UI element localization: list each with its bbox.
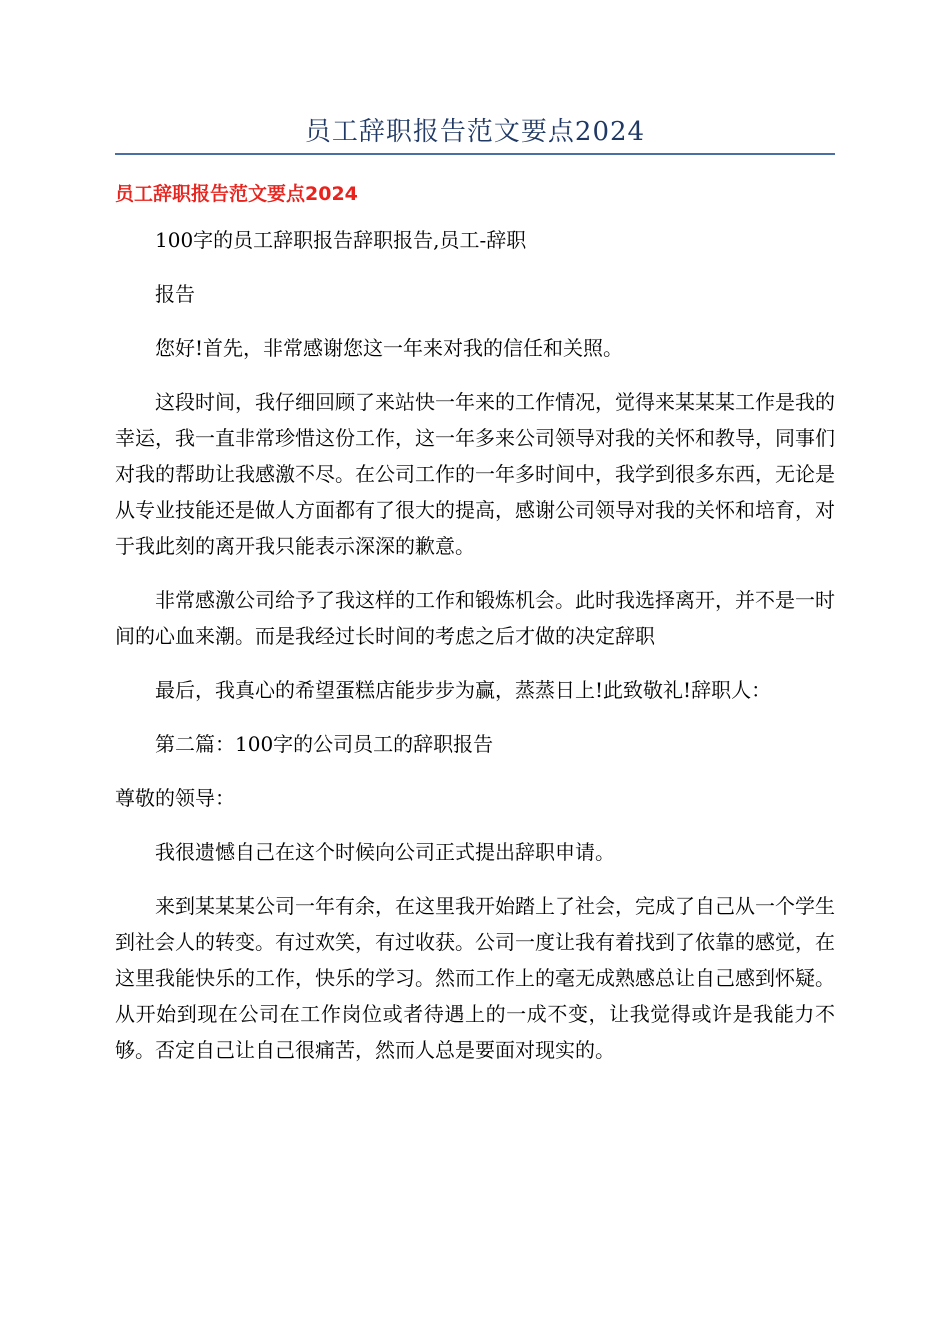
paragraph-subject-continued: 报告 <box>155 282 195 306</box>
page-header-title: 员工辞职报告范文要点2024 <box>304 117 646 147</box>
header-divider <box>115 153 835 155</box>
paragraph-second-title: 第二篇：100字的公司员工的辞职报告 <box>155 732 494 756</box>
paragraph-review: 这段时间，我仔细回顾了来站快一年来的工作情况，觉得来某某某工作是我的幸运，我一直非常珍惜这份工作，这一年多来公司领导对我的关怀和教导，同事们对我的帮助让我感激不尽。在公司工作的一年多时间中，我学到很多东西，无论是从专业技能还是做人方面都有了很大的提高，感谢公司领导对我的关怀和培育，对于我此刻的离开我只能表示深深的歉意。 <box>115 390 835 558</box>
paragraph-greeting: 您好!首先，非常感谢您这一年来对我的信任和关照。 <box>155 336 624 360</box>
paragraph-resignation-statement: 我很遗憾自己在这个时候向公司正式提出辞职申请。 <box>155 840 615 864</box>
paragraph-closing: 最后，我真心的希望蛋糕店能步步为赢，蒸蒸日上!此致敬礼!辞职人： <box>155 678 772 702</box>
document-heading: 员工辞职报告范文要点2024 <box>115 183 358 205</box>
paragraph-gratitude: 非常感激公司给予了我这样的工作和锻炼机会。此时我选择离开，并不是一时间的心血来潮。而是我经过长时间的考虑之后才做的决定辞职 <box>115 588 835 648</box>
document-body <box>115 222 835 1086</box>
paragraph-salutation: 尊敬的领导： <box>115 786 235 810</box>
paragraph-experience: 来到某某某公司一年有余，在这里我开始踏上了社会，完成了自己从一个学生到社会人的转变。有过欢笑，有过收获。公司一度让我有着找到了依靠的感觉，在这里我能快乐的工作，快乐的学习。然而工作上的毫无成熟感总让自己感到怀疑。从开始到现在公司在工作岗位或者待遇上的一成不变，让我觉得或许是我能力不够。否定自己让自己很痛苦，然而人总是要面对现实的。 <box>115 894 835 1062</box>
paragraph-subject-line: 100字的员工辞职报告辞职报告,员工-辞职 <box>155 228 527 252</box>
